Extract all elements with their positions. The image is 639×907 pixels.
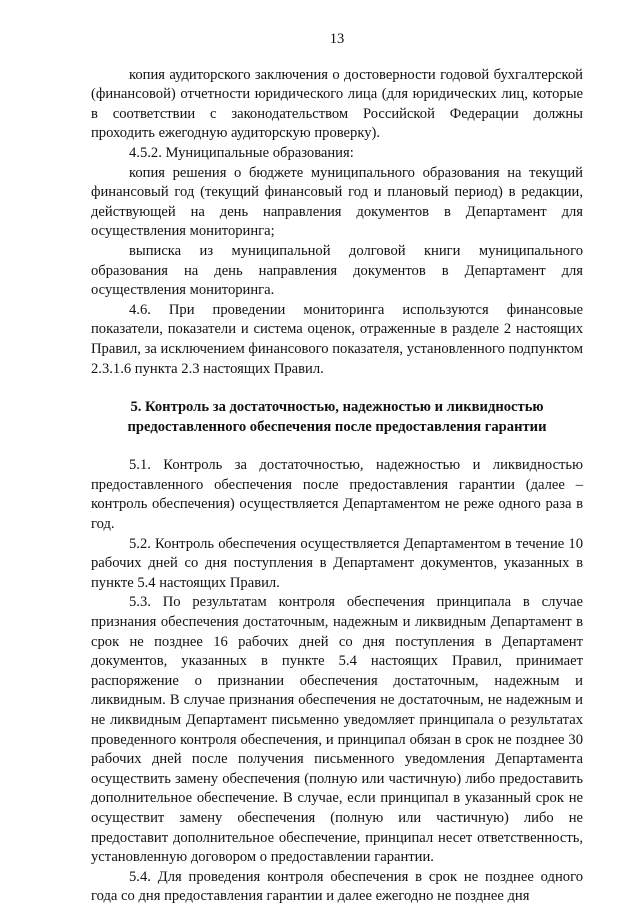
paragraph-4-5-2: 4.5.2. Муниципальные образования: [129,144,354,161]
paragraph-5-1: 5.1. Контроль за достаточностью, надежностью и ликвидностью предоставленного обеспечения после предоставления гарантии (далее – контроль обеспечения) осуществляется Департаментом не реже одного раза в год. [91,457,583,533]
paragraph-4-6: 4.6. При проведении мониторинга используются финансовые показатели, показатели и система оценок, отраженные в разделе 2 настоящих Правил, за исключением финансового показателя, установленного подпунктом 2.3.1.6 пункта 2.3 настоящих Правил. [91,301,583,377]
paragraph-5-2: 5.2. Контроль обеспечения осуществляется Департаментом в течение 10 рабочих дней со дня поступления в Департамент документов, указанных в пункте 5.4 настоящих Правил. [91,535,583,591]
paragraph-audit-report: копия аудиторского заключения о достоверности годовой бухгалтерской (финансовой) отчетности юридического лица (для юридических лиц, которые в соответствии с законодательством Российской Федерации должны проходить ежегодную аудиторскую проверку). [91,66,583,142]
section-5-heading-line-1: 5. Контроль за достаточностью, надежностью и ликвидностью [130,399,544,416]
paragraph-debt-book-extract: выписка из муниципальной долговой книги муниципального образования на день направления документов в Департамент для осуществления мониторинга. [91,242,583,299]
section-5-heading [91,398,583,437]
paragraph-budget-decision: копия решения о бюджете муниципального образования на текущий финансовый год (текущий финансовый год и плановый период) в редакции, действующей на день направления документов в Департамент для осуществления мониторинга; [91,164,583,240]
page-number: 13 [329,31,345,47]
section-5-heading-line-2: предоставленного обеспечения после предоставления гарантии [127,418,547,435]
paragraph-5-3: 5.3. По результатам контроля обеспечения принципала в случае признания обеспечения достаточным, надежным и ликвидным Департамент в срок не позднее 16 рабочих дней со дня поступления в Департамент документов, указанных в пункте 5.4 настоящих Правил, принимает распоряжение о признании обеспечения достаточным, надежным и ликвидным. В случае признания обеспечения не достаточным, не надежным и не ликвидным Департамент письменно уведомляет принципала о результатах проведенного контроля обеспечения, и принципал обязан в срок не позднее 30 рабочих дней после получения письменного уведомления Департамента осуществить замену обеспечения (полную или частичную) либо предоставить дополнительное обеспечение. В случае, если принципал в указанный срок не осуществит замену обеспечения (полную или частичную) либо не предоставит дополнительное обеспечение, принципал несет ответственность, установленную договором о предоставлении гарантии. [91,594,583,866]
paragraph-5-4: 5.4. Для проведения контроля обеспечения в срок не позднее одного года со дня предоставления гарантии и далее ежегодно не позднее дня [91,868,583,905]
document-page [91,30,583,907]
